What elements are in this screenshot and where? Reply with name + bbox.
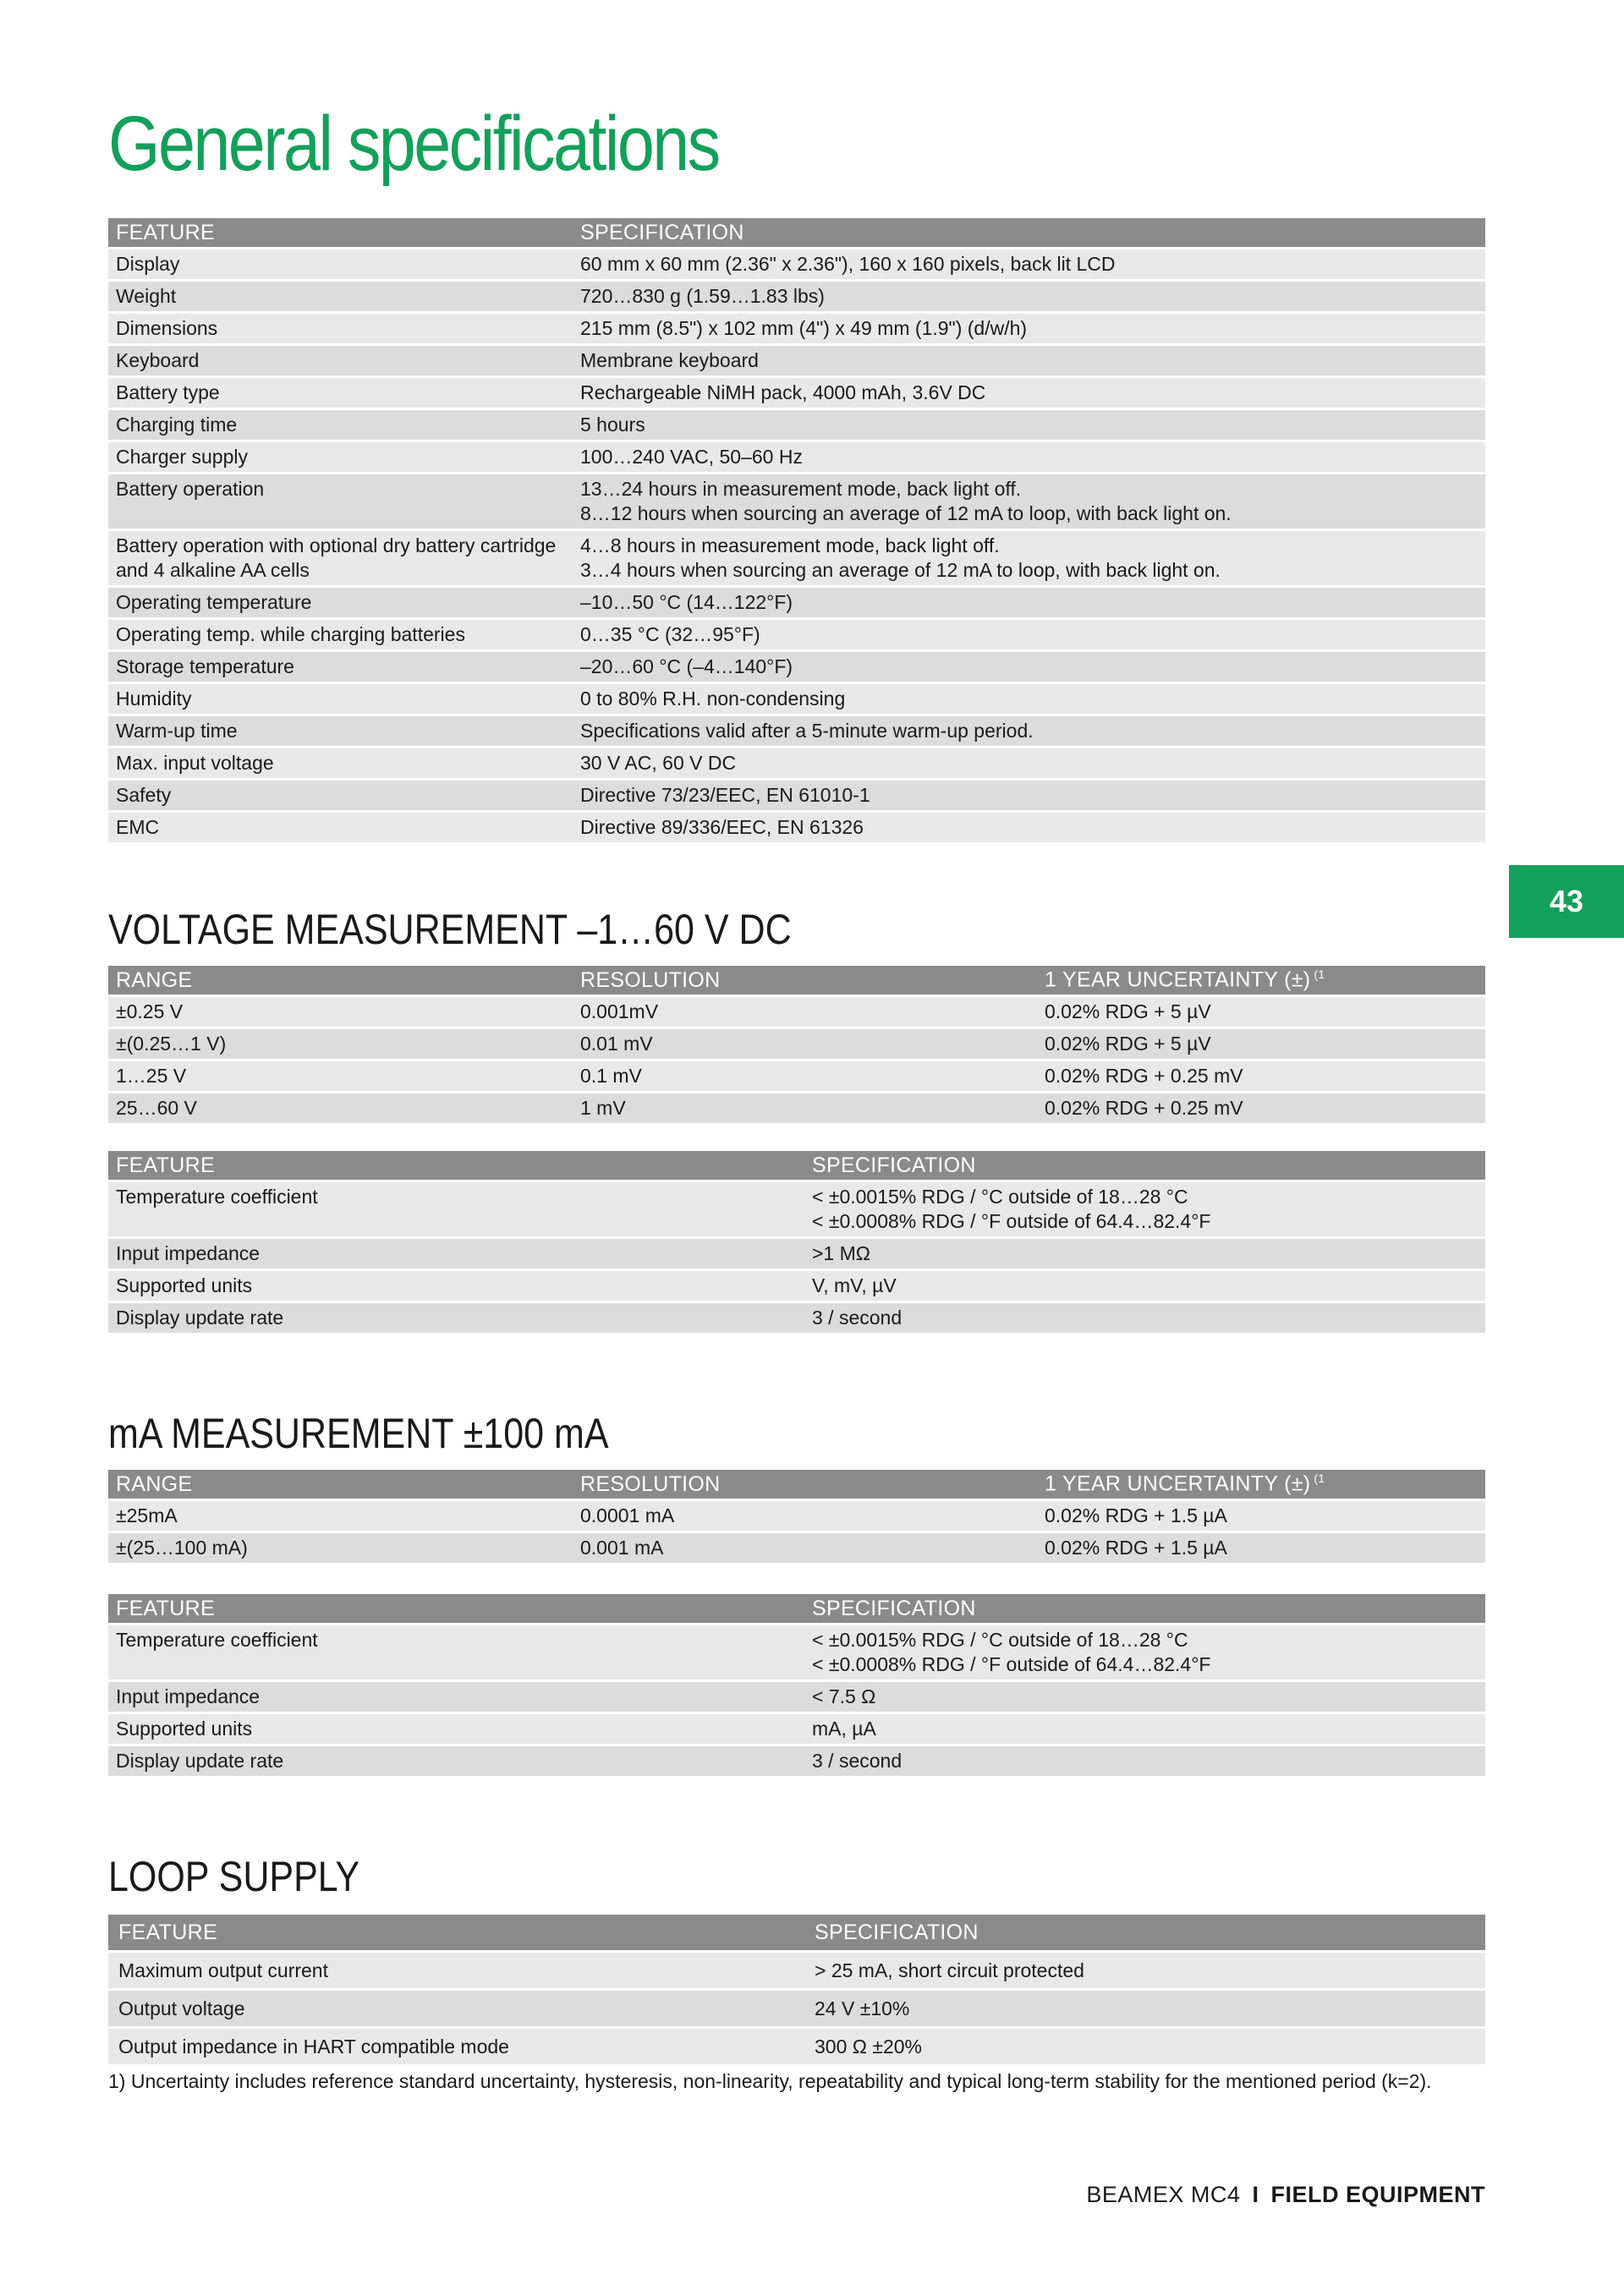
table-cell: 300 Ω ±20% [804, 2029, 1485, 2064]
table-cell: 4…8 hours in measurement mode, back light off. 3…4 hours when sourcing an average of 12 mA to loop, with back light on. [573, 531, 1485, 585]
column-header: 1 YEAR UNCERTAINTY (±) $^{(1}$ [1037, 1470, 1485, 1499]
table-row [108, 748, 1485, 778]
table-cell: ±(0.25…1 V) [108, 1029, 573, 1059]
table-cell: –20…60 °C (–4…140°F) [573, 652, 1485, 682]
table-cell: Directive 73/23/EEC, EN 61010-1 [573, 781, 1485, 810]
column-header: 1 YEAR UNCERTAINTY (±) $^{(1}$ [1037, 966, 1485, 995]
table-cell: 3 / second [804, 1746, 1485, 1776]
table-cell: < ±0.0015% RDG / °C outside of 18…28 °C < ±0.0008% RDG / °F outside of 64.4…82.4°F [804, 1182, 1485, 1236]
table-cell: 0.0001 mA [573, 1501, 1037, 1531]
footer-separator: I [1252, 2182, 1259, 2207]
table-cell: Safety [108, 781, 573, 810]
table-row [108, 410, 1485, 440]
section-title-voltage: VOLTAGE MEASUREMENT –1…60 V DC [108, 906, 792, 953]
column-header: SPECIFICATION [804, 1915, 1485, 1950]
table-cell: Membrane keyboard [573, 346, 1485, 375]
table-cell: Maximum output current [108, 1953, 804, 1988]
table-row [108, 346, 1485, 375]
ma-range-table [108, 1467, 1485, 1565]
table-row [108, 652, 1485, 682]
column-header: SPECIFICATION [804, 1594, 1485, 1623]
table-header-row [108, 1594, 1485, 1623]
table-cell: 0.01 mV [573, 1029, 1037, 1059]
table-cell: 100…240 VAC, 50–60 Hz [573, 442, 1485, 472]
voltage-feature-table [108, 1148, 1485, 1335]
column-header: RANGE [108, 966, 573, 995]
table-cell: mA, µA [804, 1714, 1485, 1744]
table-cell: Dimensions [108, 314, 573, 343]
page-footer [1086, 2182, 1485, 2208]
table-row [108, 684, 1485, 714]
table-row [108, 442, 1485, 472]
table-cell: 0.02% RDG + 0.25 mV [1037, 1061, 1485, 1091]
table-cell: Supported units [108, 1714, 804, 1744]
table-row [108, 1953, 1485, 1988]
table-cell: Display update rate [108, 1303, 804, 1333]
table-row [108, 1746, 1485, 1776]
table-row [108, 1682, 1485, 1712]
table-row [108, 1239, 1485, 1269]
table-cell: 0.02% RDG + 0.25 mV [1037, 1093, 1485, 1123]
table-cell: EMC [108, 813, 573, 842]
table-cell: Charging time [108, 410, 573, 440]
table-cell: Input impedance [108, 1239, 804, 1269]
voltage-range-table [108, 963, 1485, 1126]
table-cell: 5 hours [573, 410, 1485, 440]
table-cell: ±(25…100 mA) [108, 1533, 573, 1563]
table-row [108, 1533, 1485, 1563]
table-cell: 1 mV [573, 1093, 1037, 1123]
table-row [108, 474, 1485, 529]
table-row [108, 1093, 1485, 1123]
footnote-reference: (1 [1314, 1471, 1325, 1486]
table-cell: Charger supply [108, 442, 573, 472]
table-cell: Rechargeable NiMH pack, 4000 mAh, 3.6V DC [573, 378, 1485, 408]
table-cell: 215 mm (8.5") x 102 mm (4") x 49 mm (1.9") (d/w/h) [573, 314, 1485, 343]
table-cell: 25…60 V [108, 1093, 573, 1123]
table-cell: Max. input voltage [108, 748, 573, 778]
loop-supply-table [108, 1912, 1485, 2067]
table-cell: Display update rate [108, 1746, 804, 1776]
table-cell: Display [108, 249, 573, 279]
table-cell: 0.001mV [573, 997, 1037, 1027]
table-cell: Temperature coefficient [108, 1182, 804, 1236]
table-cell: –10…50 °C (14…122°F) [573, 588, 1485, 617]
table-cell: Temperature coefficient [108, 1625, 804, 1680]
table-cell: Specifications valid after a 5-minute warm-up period. [573, 716, 1485, 746]
table-row [108, 1182, 1485, 1236]
table-header-row [108, 218, 1485, 247]
table-cell: 30 V AC, 60 V DC [573, 748, 1485, 778]
table-cell: 0.02% RDG + 1.5 µA [1037, 1501, 1485, 1531]
page-number-tab: 43 [1509, 865, 1624, 938]
table-cell: Storage temperature [108, 652, 573, 682]
section-title-ma: mA MEASUREMENT ±100 mA [108, 1410, 609, 1457]
table-row [108, 1029, 1485, 1059]
table-row [108, 1991, 1485, 2026]
table-cell: 0.02% RDG + 1.5 µA [1037, 1533, 1485, 1563]
table-cell: 60 mm x 60 mm (2.36" x 2.36"), 160 x 160 pixels, back lit LCD [573, 249, 1485, 279]
table-row [108, 2029, 1485, 2064]
table-cell: 0.001 mA [573, 1533, 1037, 1563]
table-cell: 3 / second [804, 1303, 1485, 1333]
table-row [108, 781, 1485, 810]
table-header-row [108, 1470, 1485, 1499]
column-header: SPECIFICATION [804, 1151, 1485, 1180]
table-row [108, 588, 1485, 617]
table-cell: Operating temp. while charging batteries [108, 620, 573, 649]
section-title-loop: LOOP SUPPLY [108, 1853, 360, 1900]
table-cell: 0 to 80% R.H. non-condensing [573, 684, 1485, 714]
table-cell: Battery type [108, 378, 573, 408]
table-cell: 0.1 mV [573, 1061, 1037, 1091]
table-row [108, 716, 1485, 746]
table-cell: V, mV, µV [804, 1271, 1485, 1301]
table-cell: ±0.25 V [108, 997, 573, 1027]
table-cell: ±25mA [108, 1501, 573, 1531]
table-cell: 0…35 °C (32…95°F) [573, 620, 1485, 649]
table-row [108, 1271, 1485, 1301]
table-cell: < 7.5 Ω [804, 1682, 1485, 1712]
column-header: RESOLUTION [573, 1470, 1037, 1499]
table-row [108, 249, 1485, 279]
table-row [108, 282, 1485, 311]
table-row [108, 314, 1485, 343]
table-cell: Warm-up time [108, 716, 573, 746]
footer-product: BEAMEX MC4 [1086, 2182, 1241, 2207]
column-header: RANGE [108, 1470, 573, 1499]
table-cell: Output voltage [108, 1991, 804, 2026]
column-header: FEATURE [108, 1915, 804, 1950]
table-row [108, 620, 1485, 649]
table-row [108, 997, 1485, 1027]
table-row [108, 813, 1485, 842]
table-cell: Output impedance in HART compatible mode [108, 2029, 804, 2064]
table-row [108, 531, 1485, 585]
table-row [108, 1625, 1485, 1680]
column-header: FEATURE [108, 218, 573, 247]
column-header: SPECIFICATION [573, 218, 1485, 247]
table-cell: 0.02% RDG + 5 µV [1037, 1029, 1485, 1059]
table-cell: 1…25 V [108, 1061, 573, 1091]
table-row [108, 378, 1485, 408]
table-cell: 720…830 g (1.59…1.83 lbs) [573, 282, 1485, 311]
page-title: General specifications [108, 101, 719, 187]
column-header: FEATURE [108, 1594, 804, 1623]
table-cell: Battery operation with optional dry battery cartridge and 4 alkaline AA cells [108, 531, 573, 585]
table-cell: Weight [108, 282, 573, 311]
table-row [108, 1501, 1485, 1531]
table-row [108, 1303, 1485, 1333]
table-cell: Operating temperature [108, 588, 573, 617]
table-header-row [108, 1915, 1485, 1950]
table-cell: < ±0.0015% RDG / °C outside of 18…28 °C < ±0.0008% RDG / °F outside of 64.4…82.4°F [804, 1625, 1485, 1680]
table-cell: 0.02% RDG + 5 µV [1037, 997, 1485, 1027]
table-cell: Keyboard [108, 346, 573, 375]
table-cell: 13…24 hours in measurement mode, back light off. 8…12 hours when sourcing an average of 12 mA to loop, with back light on. [573, 474, 1485, 529]
table-cell: 24 V ±10% [804, 1991, 1485, 2026]
table-cell: Input impedance [108, 1682, 804, 1712]
footnote-reference: (1 [1314, 967, 1325, 982]
table-header-row [108, 1151, 1485, 1180]
table-cell: > 25 mA, short circuit protected [804, 1953, 1485, 1988]
column-header: FEATURE [108, 1151, 804, 1180]
table-header-row [108, 966, 1485, 995]
table-cell: Directive 89/336/EEC, EN 61326 [573, 813, 1485, 842]
footer-section: FIELD EQUIPMENT [1270, 2182, 1485, 2207]
table-row [108, 1061, 1485, 1091]
ma-feature-table [108, 1592, 1485, 1778]
table-cell: Battery operation [108, 474, 573, 529]
table-cell: >1 MΩ [804, 1239, 1485, 1269]
footnote: 1) Uncertainty includes reference standard uncertainty, hysteresis, non-linearity, repeatability and typical long-term stability for the mentioned period (k=2). [108, 2070, 1432, 2092]
column-header: RESOLUTION [573, 966, 1037, 995]
general-spec-table [108, 216, 1485, 845]
table-cell: Supported units [108, 1271, 804, 1301]
table-row [108, 1714, 1485, 1744]
table-cell: Humidity [108, 684, 573, 714]
